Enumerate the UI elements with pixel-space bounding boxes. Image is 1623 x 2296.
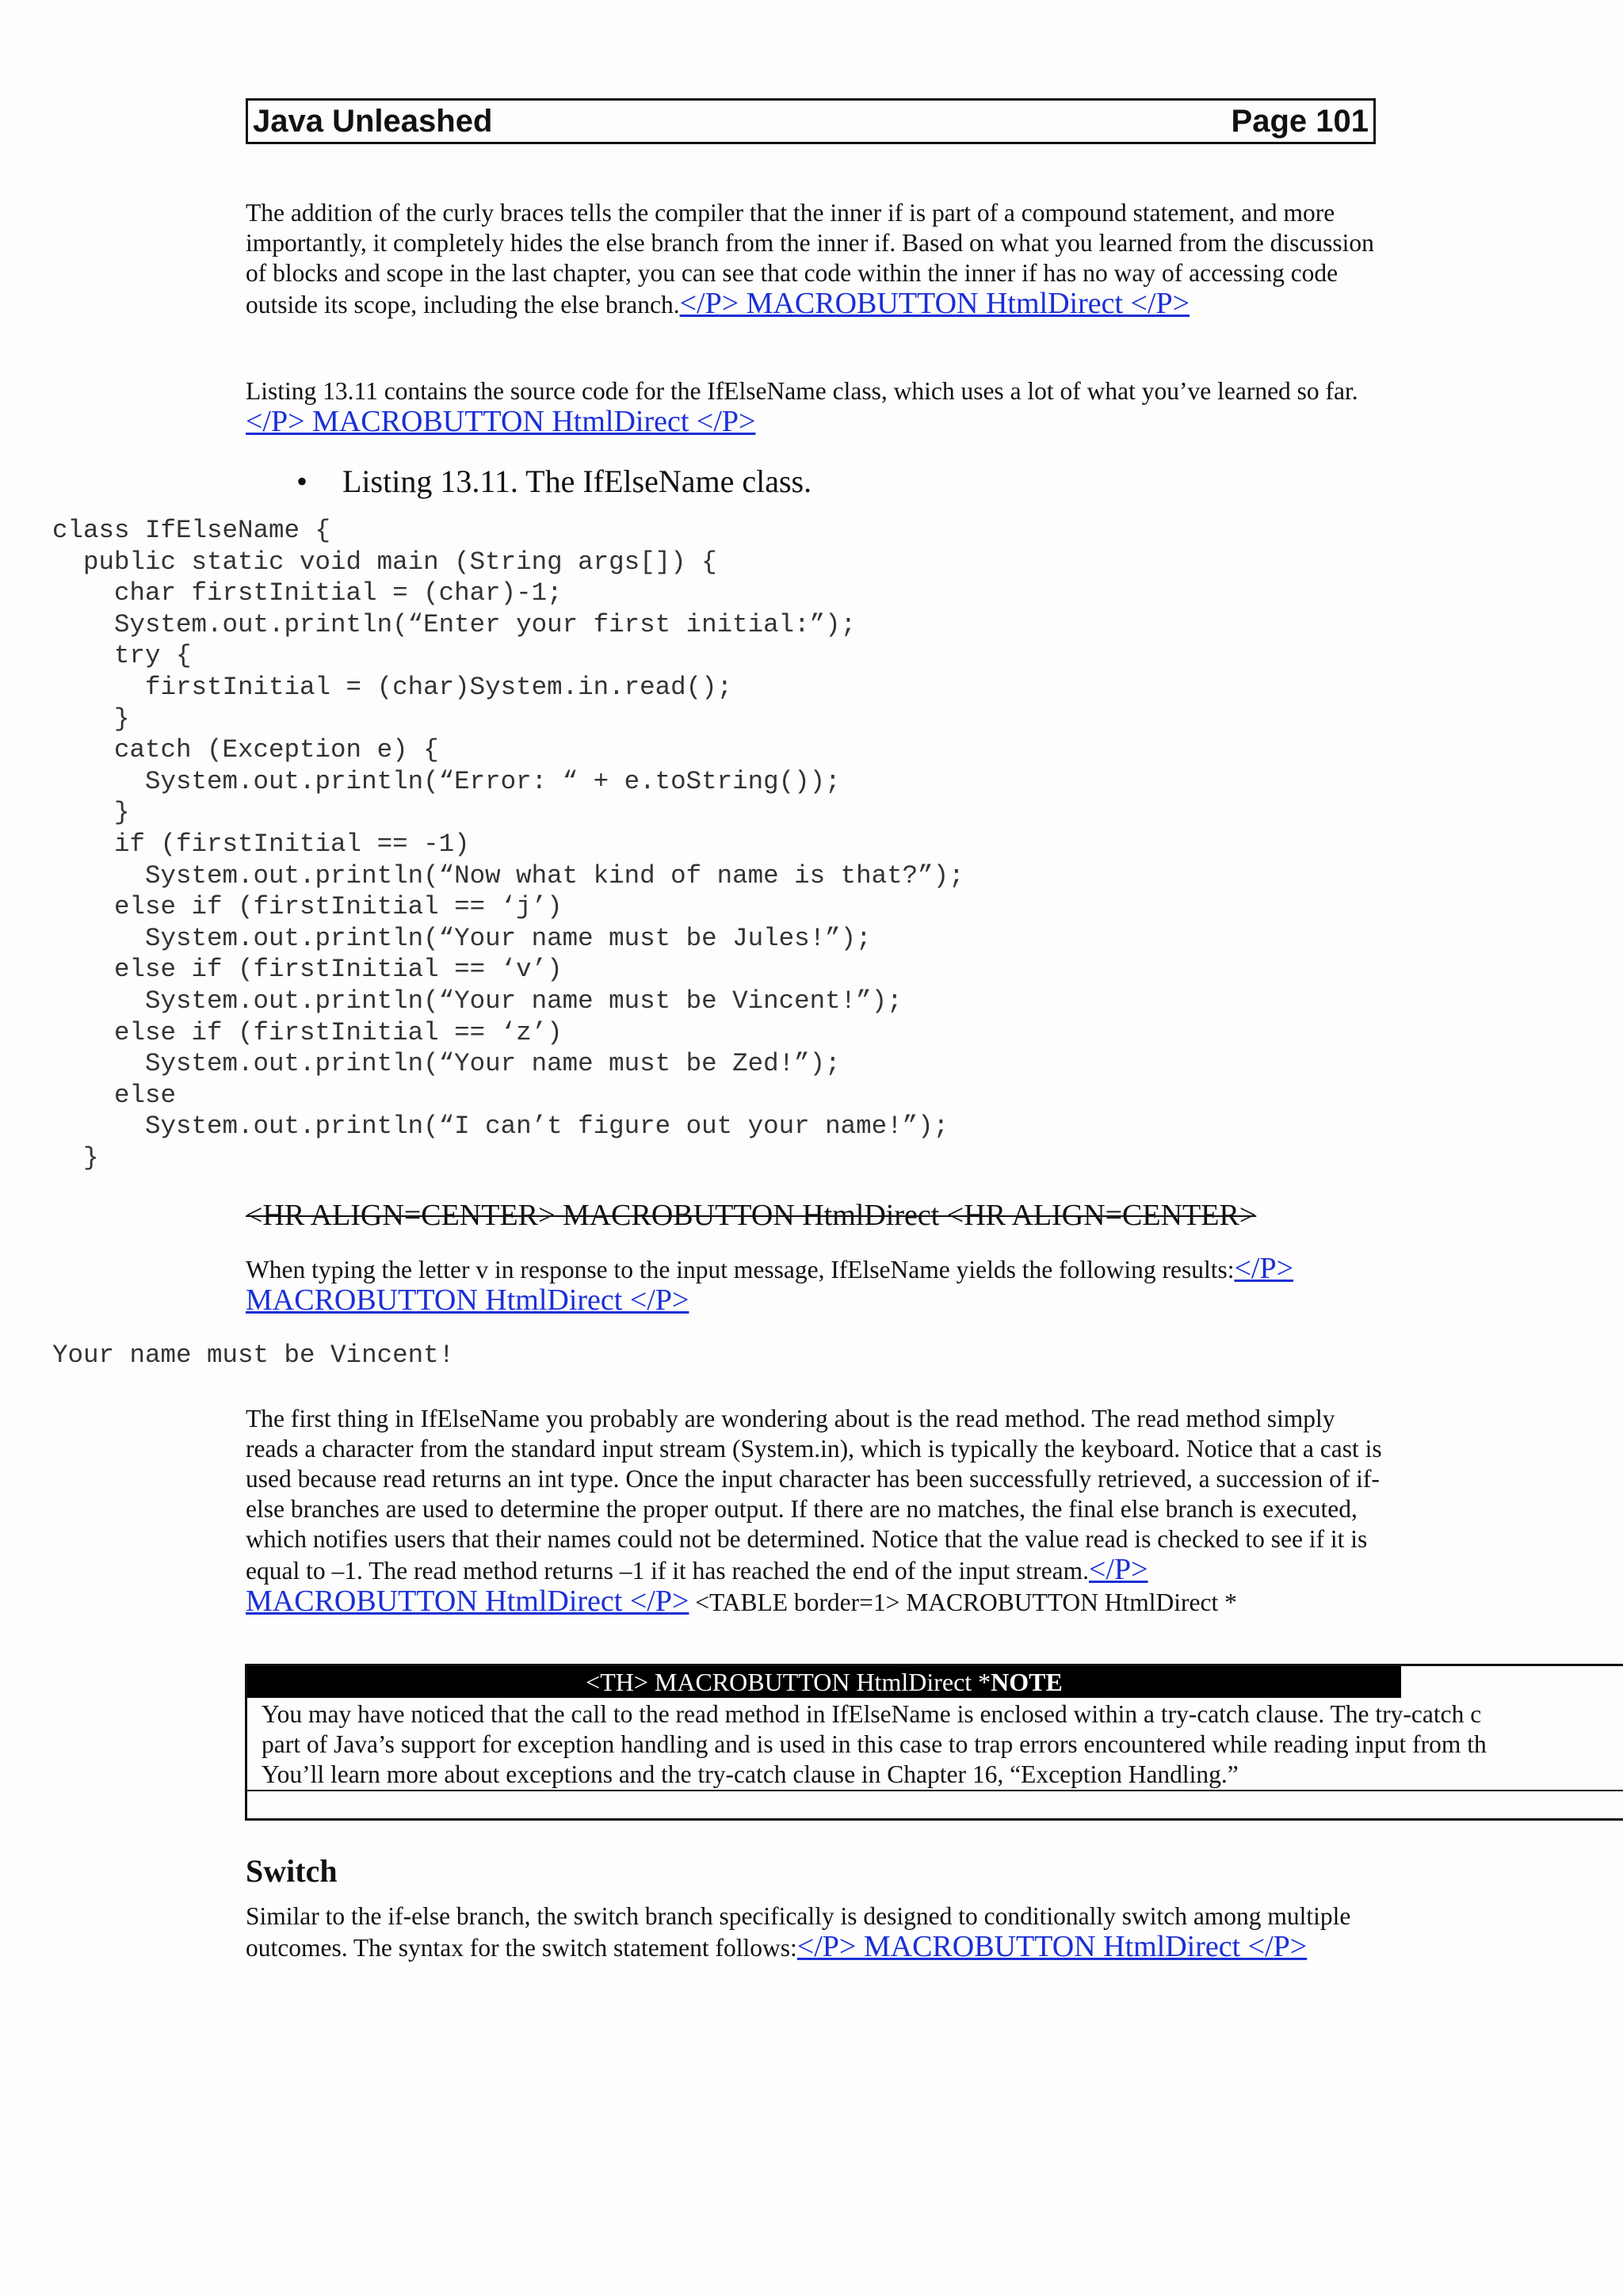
hr-macrobutton-line <box>246 1198 1256 1233</box>
macrobutton-link[interactable]: </P> MACROBUTTON HtmlDirect </P> <box>796 1930 1308 1963</box>
section-heading-switch: Switch <box>246 1853 338 1889</box>
paragraph-results-intro <box>246 1253 1384 1317</box>
note-table-header <box>247 1666 1401 1698</box>
page-header <box>246 98 1376 144</box>
note-line: You’ll learn more about exceptions and the try-catch clause in Chapter 16, “Exception Handling.” <box>262 1760 1239 1788</box>
paragraph-curly-braces <box>246 198 1384 320</box>
paragraph-switch-intro <box>246 1901 1384 1963</box>
note-table-body <box>247 1698 1623 1791</box>
paragraph-listing-intro <box>246 376 1384 438</box>
macrobutton-link[interactable]: </P> MACROBUTTON HtmlDirect </P> <box>246 405 756 438</box>
paragraph-text: Listing 13.11 contains the source code for the IfElseName class, which uses a lot of what you’ve learned so far. <box>246 377 1358 405</box>
macrobutton-link[interactable]: </P> MACROBUTTON HtmlDirect </P> <box>679 287 1190 320</box>
paragraph-text: The first thing in IfElseName you probably are wondering about is the read method. The read method simply reads a character from the standard input stream (System.in), which is typically the keyboard. Notice that a cast is used because read returns an int type. Once the input character has been successfully retrieved, a succession of if-else branches are used to determine the proper output. If there are no matches, the final else branch is executed, which notifies users that their names could not be determined. Notice that the value read is checked to see if it is equal to –1. The read method returns –1 if it has reached the end of the input stream. <box>246 1405 1382 1585</box>
macrobutton-link[interactable]: </P> MACROBUTTON HtmlDirect </P> <box>246 1553 1148 1618</box>
listing-caption-text: Listing 13.11. The IfElseName class. <box>342 463 812 499</box>
macrobutton-link[interactable]: </P> MACROBUTTON HtmlDirect </P> <box>246 1252 1294 1317</box>
paragraph-read-method <box>246 1404 1384 1618</box>
note-line: part of Java’s support for exception handling and is used in this case to trap errors encountered while reading input from th <box>262 1730 1487 1758</box>
table-macro-text: <TABLE border=1> MACROBUTTON HtmlDirect * <box>689 1589 1237 1616</box>
book-title: Java Unleashed <box>253 103 493 139</box>
note-line: You may have noticed that the call to the read method in IfElseName is enclosed within a try-catch clause. The try-catch c <box>262 1700 1482 1728</box>
note-header-prefix: <TH> MACROBUTTON HtmlDirect * <box>586 1668 991 1696</box>
note-header-label: NOTE <box>991 1668 1063 1696</box>
bullet-icon: • <box>296 463 308 499</box>
paragraph-text: Similar to the if-else branch, the switch branch specifically is designed to conditionally switch among multiple outcomes. The syntax for the switch statement follows: <box>246 1902 1351 1962</box>
paragraph-text: When typing the letter v in response to the input message, IfElseName yields the following results: <box>246 1256 1235 1283</box>
page-number: Page 101 <box>1231 103 1369 139</box>
paragraph-text: The addition of the curly braces tells the compiler that the inner if is part of a compound statement, and more importantly, it completely hides the else branch from the inner if. Based on what you learned from the discussion of blocks and scope in the last chapter, you can see that code within the inner if has no way of accessing code outside its scope, including the else branch. <box>246 199 1374 318</box>
code-listing: class IfElseName { public static void main (String args[]) { char firstInitial = (char)-1; System.out.println(“Enter your first initial:”); try { firstInitial = (char)System.in.read(); } catch (Exception e) { System.out.println(“Error: “ + e.toString()); } if (firstInitial == -1) System.out.println(“Now what kind of name is that?”); else if (firstInitial == ‘j’) System.out.println(“Your name must be Jules!”); else if (firstInitial == ‘v’) System.out.println(“Your name must be Vincent!”); else if (firstInitial == ‘z’) System.out.println(“Your name must be Zed!”); else System.out.println(“I can’t figure out your name!”); } <box>52 516 964 1173</box>
listing-caption <box>296 463 812 501</box>
output-code: Your name must be Vincent! <box>52 1341 455 1370</box>
note-table <box>245 1664 1623 1821</box>
hr-text: <HR ALIGN=CENTER> MACROBUTTON HtmlDirect <HR ALIGN=CENTER> <box>246 1199 1257 1232</box>
